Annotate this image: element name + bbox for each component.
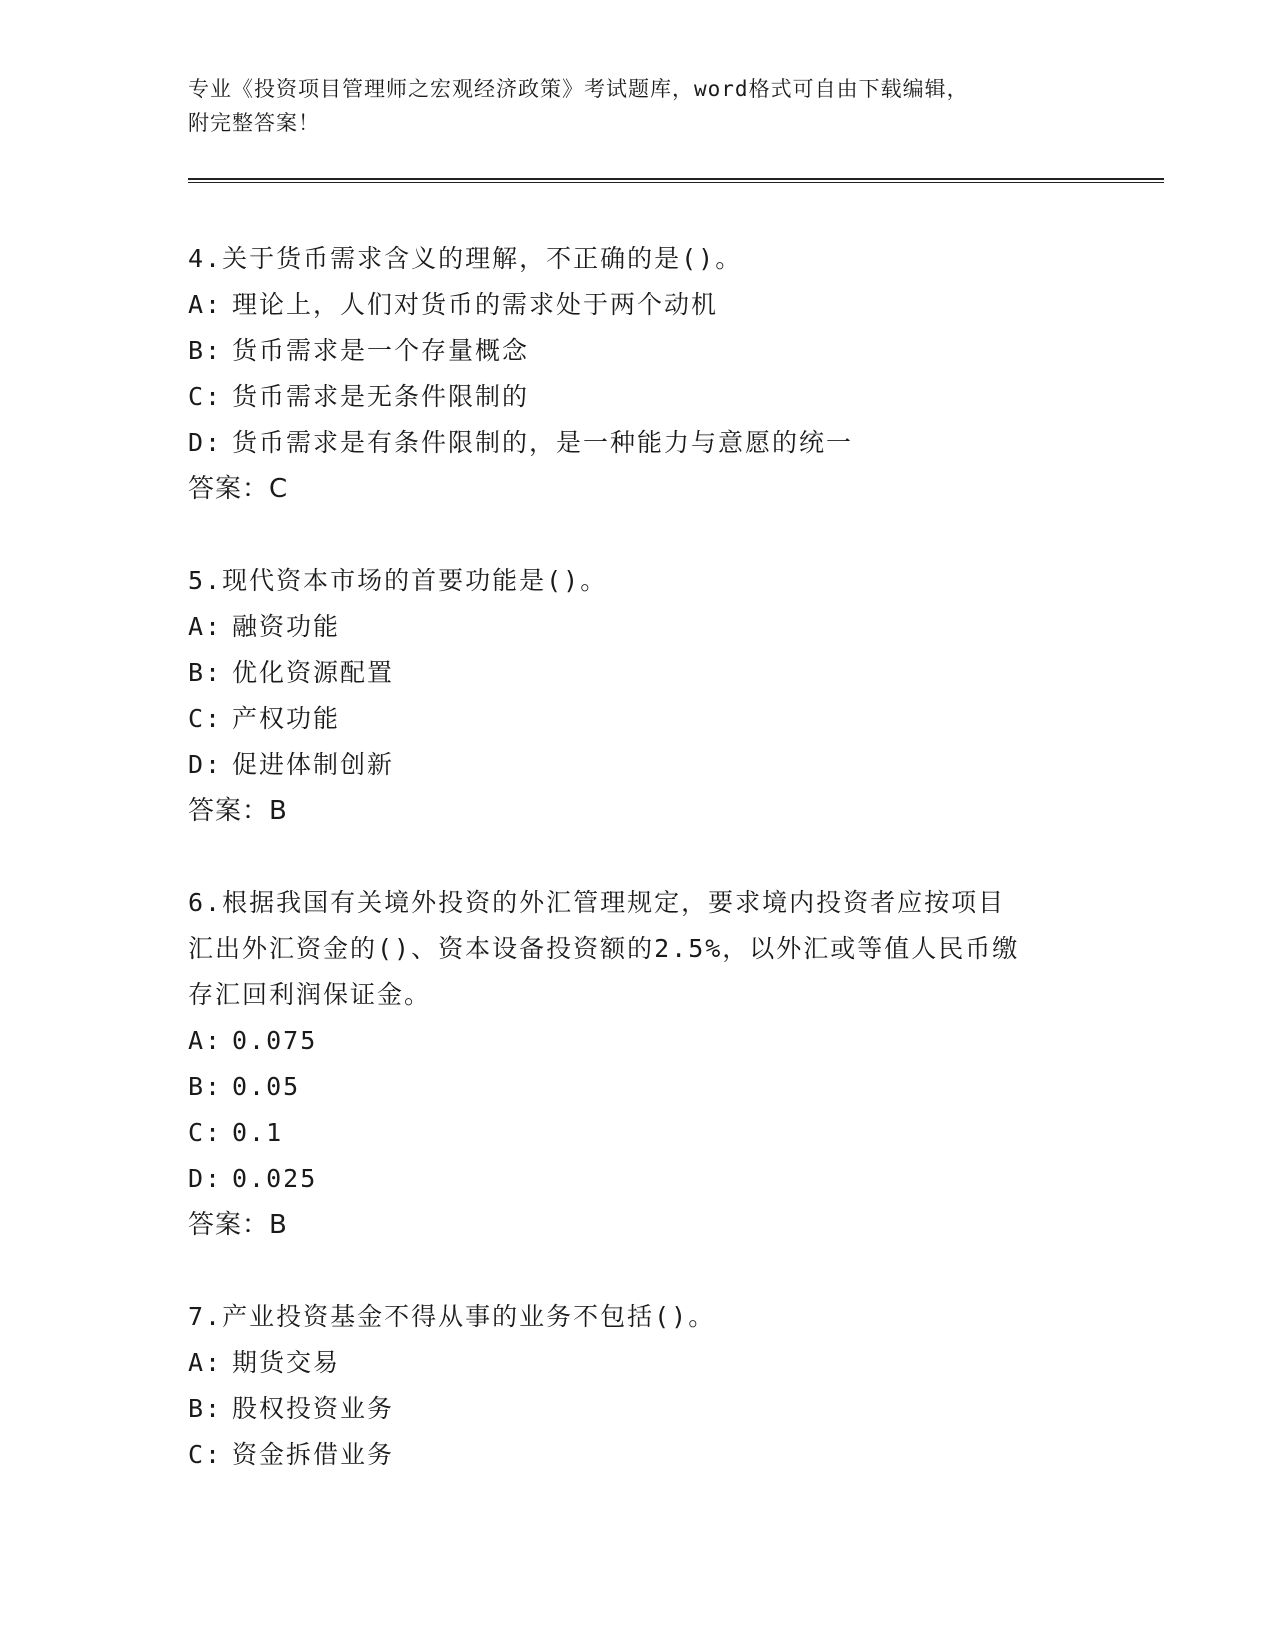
question-stem — [188, 1294, 1108, 1340]
question-stem-line: 5.现代资本市场的首要功能是()。 — [188, 566, 608, 595]
question-block — [188, 236, 1108, 512]
option-letter: D: — [188, 750, 223, 779]
option-letter: B: — [188, 1072, 223, 1101]
option-text: 股权投资业务 — [232, 1394, 395, 1423]
option-letter: B: — [188, 336, 223, 365]
answer-option — [188, 1156, 1108, 1202]
option-letter: C: — [188, 1118, 223, 1147]
option-text: 0.1 — [232, 1118, 284, 1147]
option-text: 货币需求是有条件限制的，是一种能力与意愿的统一 — [232, 428, 854, 457]
option-letter: A: — [188, 290, 223, 319]
option-letter: C: — [188, 382, 223, 411]
header-divider — [188, 178, 1164, 183]
question-stem — [188, 558, 1108, 604]
option-text: 资金拆借业务 — [232, 1440, 395, 1469]
option-letter: C: — [188, 704, 223, 733]
option-letter: B: — [188, 658, 223, 687]
header-line-2: 附完整答案！ — [188, 111, 320, 135]
option-letter: A: — [188, 1348, 223, 1377]
header-line-1: 专业《投资项目管理师之宏观经济政策》考试题库，word格式可自由下载编辑， — [188, 77, 969, 101]
answer-option — [188, 1386, 1108, 1432]
option-text: 货币需求是一个存量概念 — [232, 336, 530, 365]
answer-option — [188, 696, 1108, 742]
question-stem-line: 7.产业投资基金不得从事的业务不包括()。 — [188, 1302, 716, 1331]
question-stem-line: 存汇回利润保证金。 — [188, 980, 432, 1009]
answer-option — [188, 328, 1108, 374]
option-text: 融资功能 — [232, 612, 341, 641]
answer-option — [188, 374, 1108, 420]
question-list — [188, 236, 1108, 1524]
document-header — [188, 72, 1088, 140]
option-text: 0.075 — [232, 1026, 318, 1055]
option-text: 促进体制创新 — [232, 750, 395, 779]
answer-option — [188, 420, 1108, 466]
question-block — [188, 1294, 1108, 1478]
answer-option — [188, 604, 1108, 650]
question-stem — [188, 236, 1108, 282]
answer-key: 答案：B — [188, 1210, 288, 1240]
answer-option — [188, 1064, 1108, 1110]
option-letter: B: — [188, 1394, 223, 1423]
answer-option — [188, 650, 1108, 696]
answer-option — [188, 1018, 1108, 1064]
option-text: 理论上，人们对货币的需求处于两个动机 — [232, 290, 719, 319]
option-letter: A: — [188, 1026, 223, 1055]
option-text: 期货交易 — [232, 1348, 341, 1377]
question-block — [188, 880, 1108, 1248]
answer-option — [188, 1110, 1108, 1156]
answer-option — [188, 1432, 1108, 1478]
question-block — [188, 558, 1108, 834]
option-letter: A: — [188, 612, 223, 641]
question-stem-line: 汇出外汇资金的()、资本设备投资额的2.5%，以外汇或等值人民币缴 — [188, 934, 1020, 963]
answer-option — [188, 1340, 1108, 1386]
answer-key: 答案：B — [188, 796, 288, 826]
question-stem-line: 6.根据我国有关境外投资的外汇管理规定，要求境内投资者应按项目 — [188, 888, 1006, 917]
option-text: 优化资源配置 — [232, 658, 395, 687]
option-letter: C: — [188, 1440, 223, 1469]
option-letter: D: — [188, 428, 223, 457]
option-text: 产权功能 — [232, 704, 341, 733]
answer-option — [188, 742, 1108, 788]
option-text: 货币需求是无条件限制的 — [232, 382, 530, 411]
answer-option — [188, 282, 1108, 328]
question-stem-line: 4.关于货币需求含义的理解，不正确的是()。 — [188, 244, 743, 273]
option-letter: D: — [188, 1164, 223, 1193]
question-stem — [188, 880, 1108, 1018]
option-text: 0.05 — [232, 1072, 301, 1101]
answer-key: 答案：C — [188, 474, 289, 504]
option-text: 0.025 — [232, 1164, 318, 1193]
